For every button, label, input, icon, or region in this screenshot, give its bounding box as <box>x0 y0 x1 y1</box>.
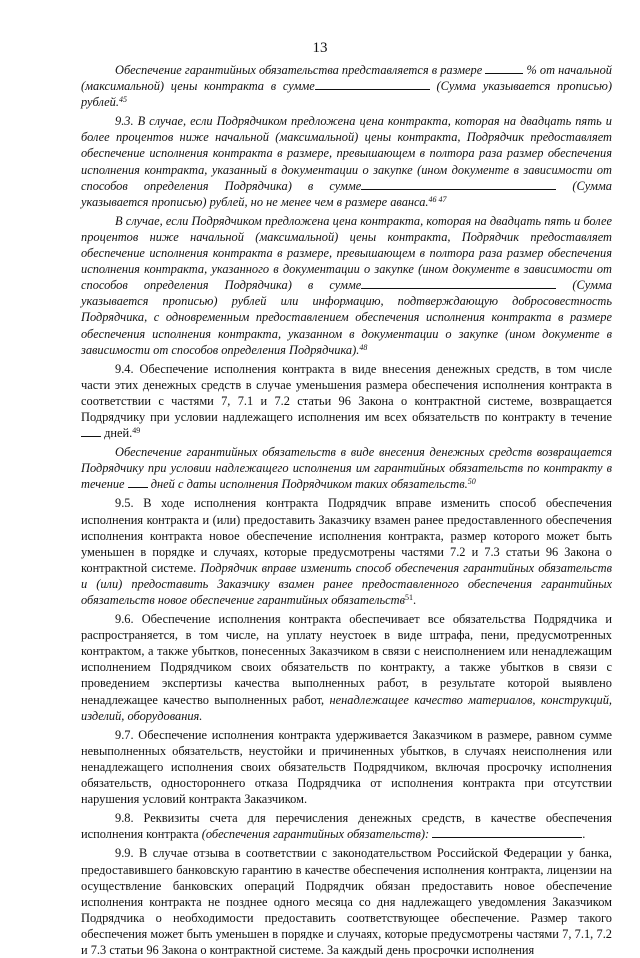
paragraph-9-5: 9.5. В ходе исполнения контракта Подрядчик вправе изменить способ обеспечения исполнения контракта и (или) предоставить Заказчику взамен ранее предоставленного обеспечения исполнения контракта новое обеспечение исполнения контракта, размер которого может быть уменьшен в порядке и случаях, которые предусмотрены частями 7.2 и 7.3 статьи 96 Закона о контрактной системе. Подрядчик вправе изменить способ обеспечения гарантийных обязательств и (или) предоставить Заказчику взамен ранее предоставленного обеспечения гарантийных обязательств новое обеспечение гарантийных обязательств$^{51}$. <box>81 496 612 607</box>
blank-line <box>432 827 582 838</box>
paragraph-9-3-alt: В случае, если Подрядчиком предложена цена контракта, которая на двадцать пять и более процентов ниже начальной (максимальной) цены контракта, Подрядчик предоставляет обеспечение исполнения контракта в размере, превышающем в полтора раза размер обеспечения исполнения контракта, указанного в документации о закупке (ином документе в зависимости от способов определения Подрядчика) в сумме (Сумма указывается прописью) рублей или информацию, подтверждающую добросовестность Подрядчика, с одновременным предоставлением обеспечения исполнения контракта в размере обеспечения исполнения контракта, указанном в документации о закупке (ином документе в зависимости от способов определения Подрядчика).$^{48}$ <box>81 213 612 357</box>
paragraph-9-9: 9.9. В случае отзыва в соответствии с законодательством Российской Федерации у банка, предоставившего банковскую гарантию в качестве обеспечения исполнения контракта, лицензии на осуществление банковских операций Подрядчик обязан предоставить новое обеспечение исполнения контракта не позднее одного месяца со дня надлежащего уведомления Заказчиком Подрядчика о необходимости предоставить соответствующее обеспечение. Размер такого обеспечения может быть уменьшен в порядке и случаях, которые предусмотрены частями 7, 7.1, 7.2 и 7.3 статьи 96 Закона о контрактной системе. За каждый день просрочки исполнения <box>81 846 612 957</box>
paragraph-9-3: 9.3. В случае, если Подрядчиком предложена цена контракта, которая на двадцать пять и более процентов ниже начальной (максимальной) цены контракта, Подрядчик предоставляет обеспечение исполнения контракта в размере, превышающем в полтора раза размер обеспечения исполнения контракта, указанный в документации о закупке (ином документе в зависимости от способов определения Подрядчика) в сумме (Сумма указывается прописью) рублей, но не менее чем в размере аванса.$^{46 47}$ <box>81 114 612 209</box>
footnote-ref: 50 <box>467 477 476 487</box>
document-body <box>81 62 612 958</box>
footnote-ref: 49 <box>132 426 141 436</box>
paragraph-9-4-guarantee: Обеспечение гарантийных обязательств в виде внесения денежных средств возвращается Подрядчику при условии надлежащего исполнения им гарантийных обязательств по контракту в течение дней с даты исполнения Подрядчиком таких обязательств.$^{50}$ <box>81 445 612 492</box>
footnote-ref: 48 <box>359 342 368 352</box>
footnote-ref: 45 <box>118 95 127 105</box>
footnote-ref: 46 47 <box>428 194 447 204</box>
blank-line <box>361 179 556 190</box>
page-number: 13 <box>312 40 328 56</box>
paragraph-9-4: 9.4. Обеспечение исполнения контракта в виде внесения денежных средств, в том числе части этих денежных средств в случае уменьшения размера обеспечения исполнения контракта в соответствии с частями 7, 7.1 и 7.2 статьи 96 Закона о контрактной системе, возвращается Подрядчику при условии надлежащего исполнения им всех обязательств по контракту в течение дней.$^{49}$ <box>81 361 612 441</box>
paragraph-9-7: 9.7. Обеспечение исполнения контракта удерживается Заказчиком в размере, равном сумме невыполненных обязательств, неустойки и причиненных убытков, в случаях неисполнения или ненадлежащего исполнения своих обязательств Подрядчиком, включая просрочку исполнения обязательств, одностороннего отказа Подрядчика от исполнения контракта при отсутствии нарушения условий контракта Заказчиком. <box>81 727 612 807</box>
blank-line <box>81 426 101 437</box>
blank-line <box>485 63 523 74</box>
paragraph-guarantee-amount: Обеспечение гарантийных обязательства представляется в размере % от начальной (максимальной) цены контракта в сумме (Сумма указывается прописью) рублей.$^{45}$ <box>81 63 612 110</box>
paragraph-9-8: 9.8. Реквизиты счета для перечисления денежных средств, в качестве обеспечения исполнения контракта (обеспечения гарантийных обязательств): . <box>81 811 612 842</box>
blank-line <box>128 477 148 488</box>
blank-line <box>315 79 430 90</box>
footnote-ref: 51 <box>404 593 413 602</box>
paragraph-9-6: 9.6. Обеспечение исполнения контракта обеспечивает все обязательства Подрядчика и распространяется, в том числе, на уплату неустоек в виде штрафа, пени, предусмотренных контрактом, а также убытков, понесенных Заказчиком в связи с неисполнением или ненадлежащим исполнением Подрядчиком своих обязательств по контракту, а также убытков в связи с проведением экспертизы качества выполненных работ, в результате которой выявлено ненадлежащее качество выполненных работ, ненадлежащее качество материалов, конструкций, изделий, оборудования. <box>81 612 612 723</box>
blank-line <box>361 278 556 289</box>
